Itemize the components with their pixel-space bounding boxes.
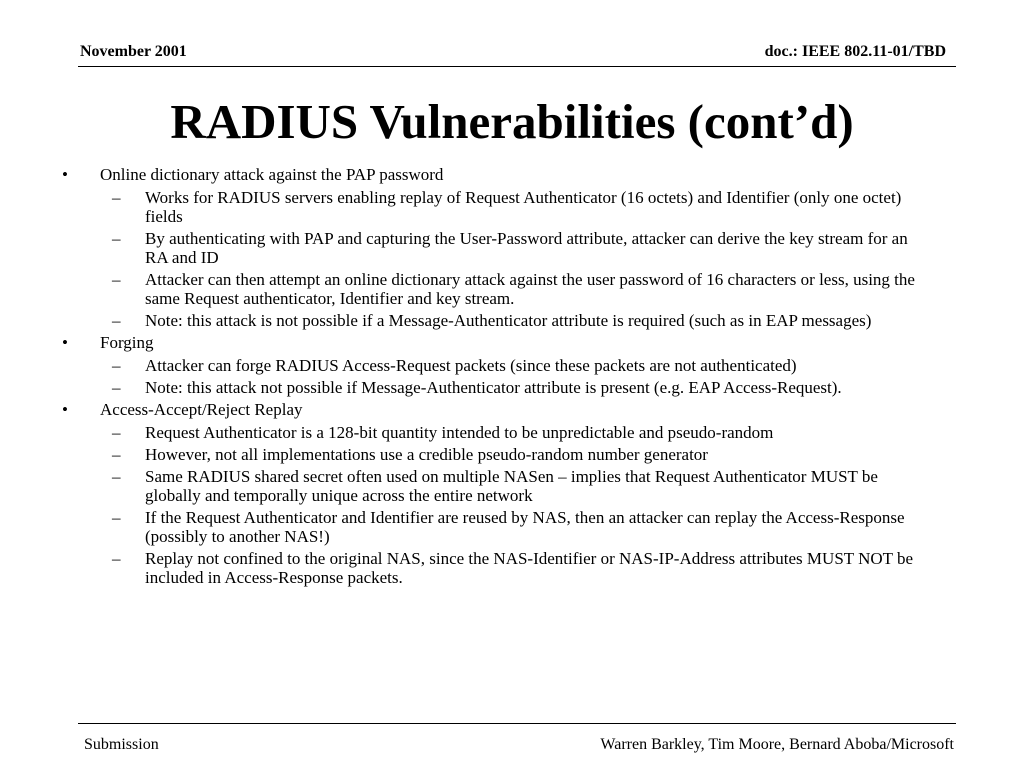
sub-text: Same RADIUS shared secret often used on multiple NASen – implies that Request Authenticator MUST be globally and temporally unique across the entire network (145, 467, 878, 505)
sub-text: Request Authenticator is a 128-bit quantity intended to be unpredictable and pseudo-random (145, 423, 774, 442)
bullet-dot-icon: • (62, 400, 68, 419)
sub-item (0, 467, 1024, 505)
bullet-dot-icon: • (62, 165, 68, 184)
footer-divider (78, 723, 956, 724)
sub-text: Works for RADIUS servers enabling replay of Request Authenticator (16 octets) and Identifier (only one octet) fields (145, 188, 902, 226)
sub-item (0, 229, 1024, 267)
bullet-item (0, 333, 1024, 352)
dash-icon: – (112, 508, 121, 527)
sub-item (0, 356, 1024, 375)
sub-text: Attacker can then attempt an online dictionary attack against the user password of 16 characters or less, using the same Request authenticator, Identifier and key stream. (145, 270, 915, 308)
header-doc-id: doc.: IEEE 802.11-01/TBD (764, 43, 946, 60)
sub-text: Attacker can forge RADIUS Access-Request packets (since these packets are not authenticated) (145, 356, 797, 375)
sub-text: However, not all implementations use a credible pseudo-random number generator (145, 445, 708, 464)
sub-item (0, 378, 1024, 397)
sub-item (0, 508, 1024, 546)
sub-text: Note: this attack is not possible if a Message-Authenticator attribute is required (such as in EAP messages) (145, 311, 872, 330)
footer-authors: Warren Barkley, Tim Moore, Bernard Aboba/Microsoft (600, 736, 954, 753)
sub-item (0, 549, 1024, 587)
bullet-item (0, 165, 1024, 184)
dash-icon: – (112, 229, 121, 248)
sub-text: Note: this attack not possible if Message-Authenticator attribute is present (e.g. EAP Access-Request). (145, 378, 842, 397)
sub-text: If the Request Authenticator and Identifier are reused by NAS, then an attacker can replay the Access-Response (possibly to another NAS!) (145, 508, 905, 546)
footer-submission: Submission (84, 736, 159, 753)
bullet-text: Access-Accept/Reject Replay (100, 400, 303, 419)
header-date: November 2001 (80, 43, 187, 60)
sub-item (0, 445, 1024, 464)
dash-icon: – (112, 270, 121, 289)
bullet-text: Online dictionary attack against the PAP password (100, 165, 444, 184)
header-divider (78, 66, 956, 67)
dash-icon: – (112, 423, 121, 442)
dash-icon: – (112, 188, 121, 207)
dash-icon: – (112, 311, 121, 330)
dash-icon: – (112, 549, 121, 568)
slide-title: RADIUS Vulnerabilities (cont’d) (170, 94, 854, 149)
dash-icon: – (112, 356, 121, 375)
sub-item (0, 188, 1024, 226)
sub-item (0, 423, 1024, 442)
bullet-dot-icon: • (62, 333, 68, 352)
sub-text: Replay not confined to the original NAS, since the NAS-Identifier or NAS-IP-Address attributes MUST NOT be included in Access-Response packets. (145, 549, 914, 587)
slide-body (0, 165, 1024, 590)
sub-item (0, 270, 1024, 308)
sub-item (0, 311, 1024, 330)
bullet-text: Forging (100, 333, 154, 352)
bullet-item (0, 400, 1024, 419)
dash-icon: – (112, 467, 121, 486)
dash-icon: – (112, 378, 121, 397)
sub-text: By authenticating with PAP and capturing the User-Password attribute, attacker can derive the key stream for an RA and ID (145, 229, 908, 267)
dash-icon: – (112, 445, 121, 464)
